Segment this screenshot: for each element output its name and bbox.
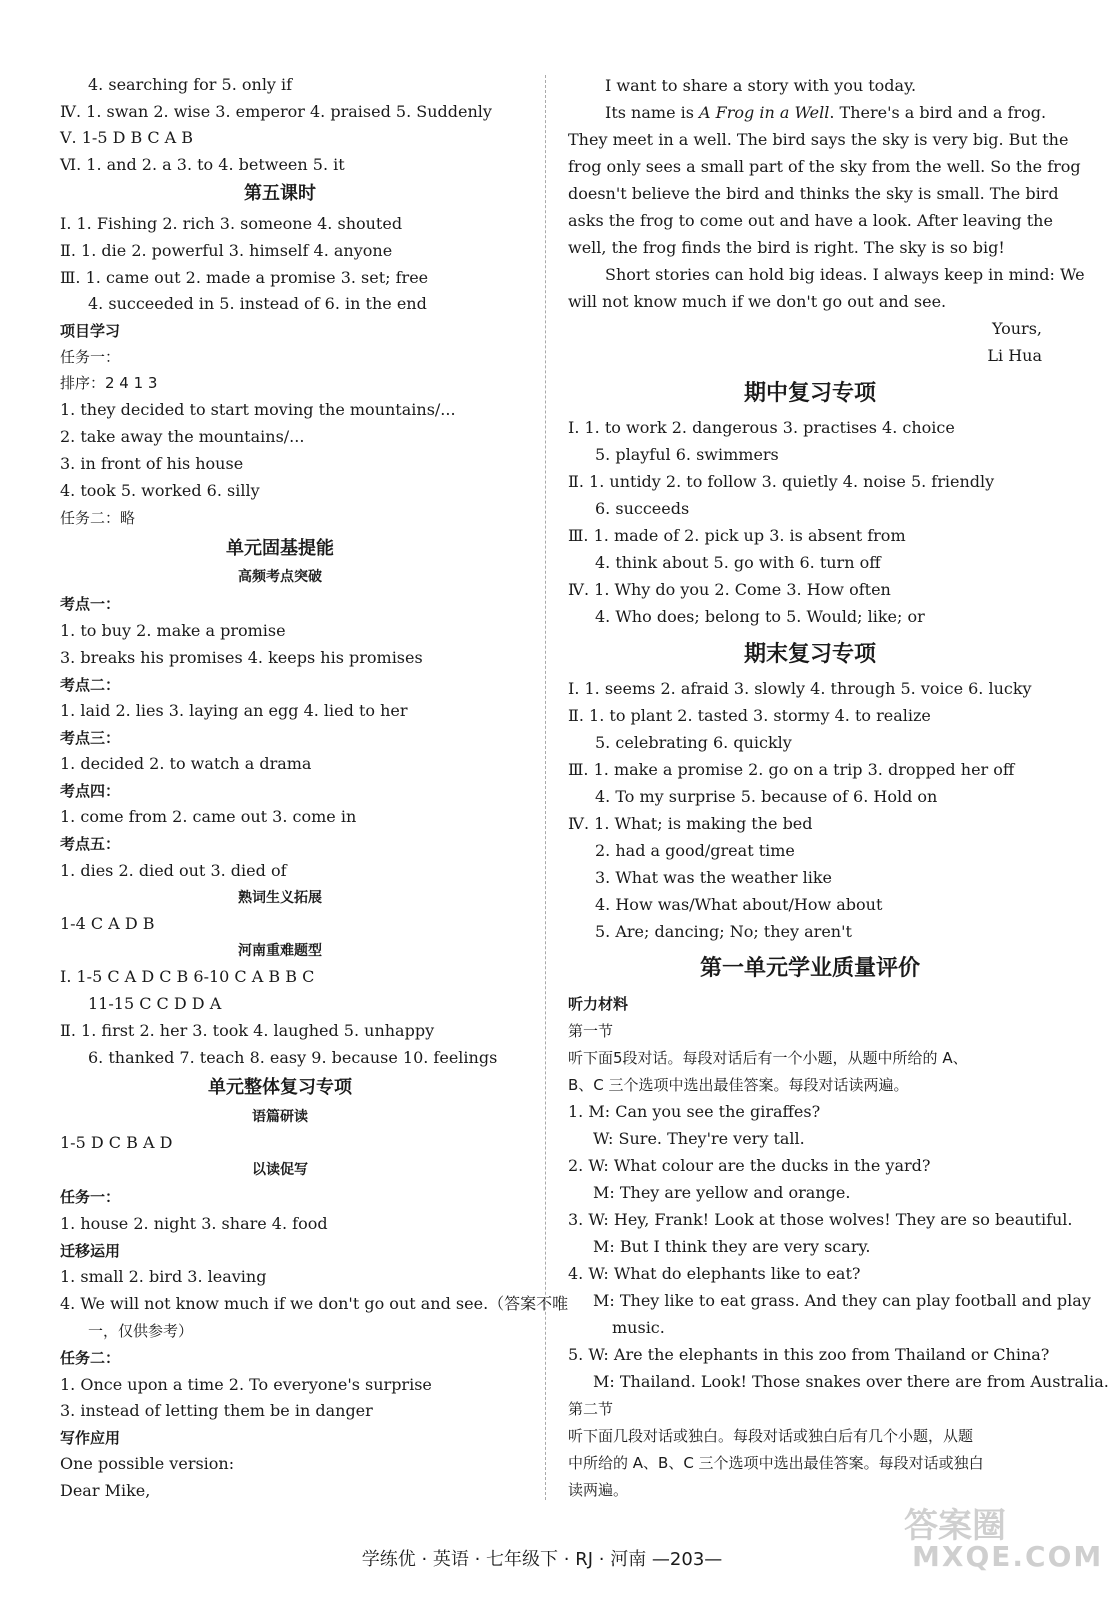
sub-label: 考点一： (60, 595, 121, 613)
section-heading: 单元固基提能 (226, 538, 334, 559)
letter-line: will not know much if we don't go out and see. (568, 292, 947, 311)
sub-label: 任务一： (60, 348, 121, 366)
letter-line: doesn't believe the bird and thinks the sky is small. The bird (568, 184, 1059, 203)
instruction-line: B、C 三个选项中选出最佳答案。每段对话读两遍。 (568, 1076, 909, 1094)
answer-line: 6. thanked 7. teach 8. easy 9. because 10. feelings (88, 1048, 498, 1067)
answer-line: 1. Once upon a time 2. To everyone's surprise (60, 1375, 432, 1394)
answer-line: 1. house 2. night 3. share 4. food (60, 1214, 328, 1233)
answer-line: 4. Who does; belong to 5. Would; like; or (595, 607, 925, 626)
sub-label: 第二节 (568, 1400, 614, 1418)
answer-line: 1. come from 2. came out 3. come in (60, 807, 357, 826)
answer-line: 5. celebrating 6. quickly (595, 733, 792, 752)
subsection-heading: 以读促写 (252, 1162, 308, 1178)
section-heading: 第五课时 (244, 183, 316, 204)
answer-line: Ⅰ. 1. Fishing 2. rich 3. someone 4. shouted (60, 214, 403, 233)
instruction-line: 读两遍。 (568, 1481, 629, 1499)
answer-line: 5. Are; dancing; No; they aren't (595, 922, 852, 941)
answer-line: Ⅲ. 1. made of 2. pick up 3. is absent from (568, 526, 906, 545)
answer-line: One possible version: (60, 1454, 235, 1473)
answer-line: Ⅱ. 1. untidy 2. to follow 3. quietly 4. noise 5. friendly (568, 472, 995, 491)
answer-line: 1. dies 2. died out 3. died of (60, 861, 287, 880)
subsection-heading: 河南重难题型 (238, 943, 322, 959)
sub-label: 第一节 (568, 1022, 614, 1040)
answer-line: 4. succeeded in 5. instead of 6. in the end (88, 294, 427, 313)
answer-line: 1. to buy 2. make a promise (60, 621, 286, 640)
sub-label: 任务二： (60, 1349, 121, 1367)
answer-line: 3. in front of his house (60, 454, 244, 473)
answer-line: Ⅰ. 1-5 C A D C B 6-10 C A B B C (60, 967, 315, 986)
sub-label: 项目学习 (60, 322, 121, 340)
watermark-url: MXQE.COM (912, 1540, 1104, 1573)
subsection-heading: 高频考点突破 (238, 569, 322, 585)
dialogue-line: W: Sure. They're very tall. (593, 1129, 805, 1148)
letter-line: well, the frog finds the bird is right. The sky is so big! (568, 238, 1005, 257)
subsection-heading: 熟词生义拓展 (238, 890, 322, 906)
section-heading: 期末复习专项 (743, 642, 876, 667)
watermark-text: 答案圈 (904, 1506, 1006, 1546)
sub-label: 写作应用 (60, 1429, 121, 1447)
dialogue-line: 1. M: Can you see the giraffes? (568, 1102, 821, 1121)
answer-line: Ⅳ. 1. What; is making the bed (568, 814, 813, 833)
section-heading: 第一单元学业质量评价 (699, 956, 920, 981)
answer-line: 1. laid 2. lies 3. laying an egg 4. lied to her (60, 701, 408, 720)
sub-label: 考点四： (60, 782, 121, 800)
answer-line: 2. had a good/great time (595, 841, 795, 860)
letter-line: frog only sees a small part of the sky from the well. So the frog (568, 157, 1081, 176)
answer-line: Ⅳ. 1. Why do you 2. Come 3. How often (568, 580, 891, 599)
answer-line: Ⅲ. 1. make a promise 2. go on a trip 3. dropped her off (568, 760, 1015, 779)
letter-line: Its name is A Frog in a Well. There's a bird and a frog. (605, 103, 1047, 122)
answer-line: 排序：2 4 1 3 (60, 374, 158, 392)
answer-line: Ⅱ. 1. die 2. powerful 3. himself 4. anyone (60, 241, 393, 260)
answer-line: 1. they decided to start moving the mountains/... (60, 400, 456, 419)
answer-line: 6. succeeds (595, 499, 690, 518)
dialogue-line: 3. W: Hey, Frank! Look at those wolves! They are so beautiful. (568, 1210, 1073, 1229)
dialogue-line: music. (612, 1318, 665, 1337)
answer-line: 4. took 5. worked 6. silly (60, 481, 260, 500)
subsection-heading: 语篇研读 (252, 1109, 308, 1125)
dialogue-line: M: Thailand. Look! Those snakes over there are from Australia. (593, 1372, 1109, 1391)
dialogue-line: M: But I think they are very scary. (593, 1237, 871, 1256)
column-divider (545, 75, 546, 1500)
answer-line: 4. How was/What about/How about (595, 895, 883, 914)
letter-line: asks the frog to come out and have a look. After leaving the (568, 211, 1053, 230)
letter-line: I want to share a story with you today. (605, 76, 917, 95)
story-title: A Frog in a Well (699, 103, 830, 122)
answer-line: 1. small 2. bird 3. leaving (60, 1267, 267, 1286)
answer-line: Ⅱ. 1. first 2. her 3. took 4. laughed 5. unhappy (60, 1021, 435, 1040)
answer-line: 1-4 C A D B (60, 914, 155, 933)
sub-label: 任务二：略 (60, 509, 136, 527)
letter-closing: Yours, (991, 319, 1042, 338)
answer-line: 3. instead of letting them be in danger (60, 1401, 373, 1420)
dialogue-line: 2. W: What colour are the ducks in the yard? (568, 1156, 931, 1175)
answer-line: 4. We will not know much if we don't go out and see.（答案不唯 (60, 1294, 569, 1313)
sub-label: 考点五： (60, 835, 121, 853)
answer-line: 3. breaks his promises 4. keeps his promises (60, 648, 423, 667)
answer-line: Ⅵ. 1. and 2. a 3. to 4. between 5. it (60, 155, 345, 174)
answer-line: Dear Mike, (60, 1481, 151, 1500)
answer-line: 1-5 D C B A D (60, 1133, 173, 1152)
answer-line: 一，仅供参考） (88, 1322, 194, 1340)
instruction-line: 听下面5段对话。每段对话后有一个小题，从题中所给的 A、 (568, 1049, 968, 1067)
answer-line: 4. searching for 5. only if (88, 75, 293, 94)
instruction-line: 中所给的 A、B、C 三个选项中选出最佳答案。每段对话或独白 (568, 1454, 984, 1472)
section-heading: 期中复习专项 (743, 381, 876, 406)
dialogue-line: 4. W: What do elephants like to eat? (568, 1264, 861, 1283)
answer-line: 11-15 C C D D A (88, 994, 222, 1013)
answer-line: Ⅰ. 1. to work 2. dangerous 3. practises 4. choice (568, 418, 955, 437)
section-heading: 单元整体复习专项 (208, 1077, 352, 1098)
answer-line: 3. What was the weather like (595, 868, 833, 887)
sub-label: 考点三： (60, 729, 121, 747)
answer-line: 4. think about 5. go with 6. turn off (595, 553, 881, 572)
answer-line: 4. To my surprise 5. because of 6. Hold on (595, 787, 938, 806)
answer-line: 1. decided 2. to watch a drama (60, 754, 312, 773)
answer-line: Ⅱ. 1. to plant 2. tasted 3. stormy 4. to realize (568, 706, 931, 725)
sub-label: 听力材料 (568, 995, 629, 1013)
sub-label: 考点二： (60, 676, 121, 694)
letter-signature: Li Hua (987, 346, 1042, 365)
sub-label: 迁移运用 (60, 1242, 121, 1260)
answer-line: Ⅴ. 1-5 D B C A B (60, 128, 194, 147)
answer-line: Ⅲ. 1. came out 2. made a promise 3. set; free (60, 268, 429, 287)
answer-line: Ⅰ. 1. seems 2. afraid 3. slowly 4. through 5. voice 6. lucky (568, 679, 1032, 698)
instruction-line: 听下面几段对话或独白。每段对话或独白后有几个小题，从题 (568, 1427, 974, 1445)
answer-line: 5. playful 6. swimmers (595, 445, 779, 464)
dialogue-line: M: They are yellow and orange. (593, 1183, 851, 1202)
dialogue-line: 5. W: Are the elephants in this zoo from Thailand or China? (568, 1345, 1050, 1364)
answer-line: Ⅳ. 1. swan 2. wise 3. emperor 4. praised 5. Suddenly (60, 102, 492, 121)
answer-line: 2. take away the mountains/... (60, 427, 305, 446)
sub-label: 任务一： (60, 1188, 121, 1206)
letter-line: They meet in a well. The bird says the sky is very big. But the (568, 130, 1069, 149)
dialogue-line: M: They like to eat grass. And they can play football and play (593, 1291, 1091, 1310)
letter-line: Short stories can hold big ideas. I always keep in mind: We (605, 265, 1085, 284)
watermark-logo (894, 1498, 1104, 1578)
page-footer: 学练优 · 英语 · 七年级下 · RJ · 河南 —203— (361, 1549, 723, 1570)
